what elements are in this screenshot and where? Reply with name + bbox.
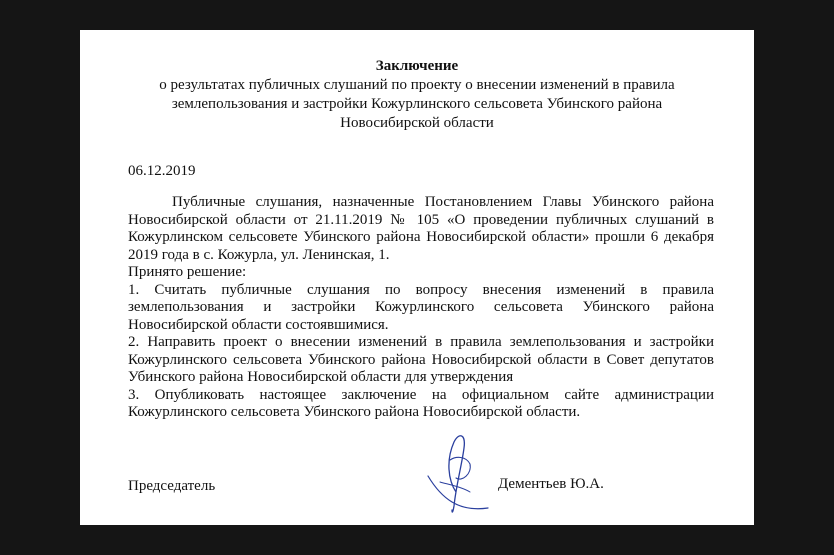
decision-item-2: 2. Направить проект о внесении изменений в правила землепользования и застройки Кожурлинского сельсовета Убинского района Новосибирской области в Совет депутатов Убинского района Новосибирской области для утверждения (128, 334, 714, 385)
document-subtitle-line-1: о результатах публичных слушаний по проекту о внесении изменений в правила (159, 77, 675, 93)
document-subtitle-line-2: землепользования и застройки Кожурлинского сельсовета Убинского района (171, 96, 663, 112)
document-page (80, 30, 754, 525)
document-date: 06.12.2019 (128, 163, 196, 179)
document-body (128, 194, 714, 422)
document-subtitle-line-3: Новосибирской области (340, 115, 494, 131)
decision-item-3: 3. Опубликовать настоящее заключение на официальном сайте администрации Кожурлинского сельсовета Убинского района Новосибирской области. (128, 386, 714, 420)
decision-item-1: 1. Считать публичные слушания по вопросу внесения изменений в правила землепользования и застройки Кожурлинского сельсовета Убинского района Новосибирской области состоявшимися. (128, 281, 714, 333)
document-heading (80, 57, 754, 133)
document-title: Заключение (375, 58, 459, 74)
handwritten-signature (426, 430, 496, 516)
signer-name: Дементьев Ю.А. (498, 476, 604, 492)
intro-paragraph: Публичные слушания, назначенные Постановлением Главы Убинского района Новосибирской области от 21.11.2019 № 105 «О проведении публичных слушаний в Кожурлинском сельсовете Убинского района Новосибирской области» прошли 6 декабря 2019 года в с. Кожурла, ул. Ленинская, 1. (128, 194, 714, 263)
signature-label: Председатель (128, 478, 216, 494)
decision-heading: Принято решение: (128, 264, 247, 280)
